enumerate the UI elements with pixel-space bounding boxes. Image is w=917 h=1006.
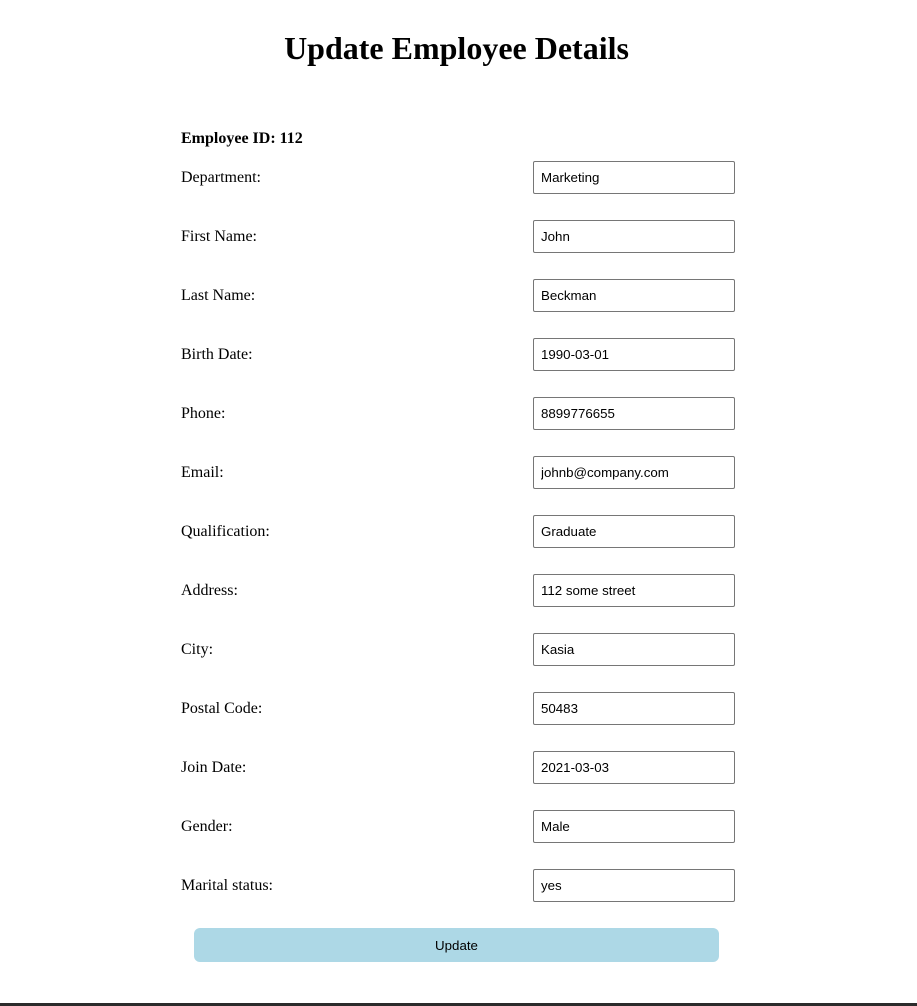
postal-code-input[interactable] [533, 692, 735, 725]
marital-status-label: Marital status: [181, 877, 273, 894]
gender-input[interactable] [533, 810, 735, 843]
email-input[interactable] [533, 456, 735, 489]
join-date-input[interactable] [533, 751, 735, 784]
update-button[interactable]: Update [194, 928, 719, 962]
email-label: Email: [181, 464, 224, 481]
address-input[interactable] [533, 574, 735, 607]
last-name-label: Last Name: [181, 287, 256, 304]
phone-input[interactable] [533, 397, 735, 430]
last-name-row [181, 279, 735, 312]
birth-date-input[interactable] [533, 338, 735, 371]
phone-row [181, 397, 735, 430]
qualification-input[interactable] [533, 515, 735, 548]
address-label: Address: [181, 582, 238, 599]
postal-code-label: Postal Code: [181, 700, 263, 717]
postal-code-row [181, 692, 735, 725]
birth-date-label: Birth Date: [181, 346, 253, 363]
gender-label: Gender: [181, 818, 233, 835]
employee-id-label: Employee ID: 112 [181, 130, 303, 147]
qualification-row [181, 515, 735, 548]
department-row [181, 161, 735, 194]
join-date-row [181, 751, 735, 784]
address-row [181, 574, 735, 607]
qualification-label: Qualification: [181, 523, 270, 540]
first-name-input[interactable] [533, 220, 735, 253]
marital-status-input[interactable] [533, 869, 735, 902]
gender-row [181, 810, 735, 843]
phone-label: Phone: [181, 405, 226, 422]
city-label: City: [181, 641, 214, 658]
city-row [181, 633, 735, 666]
email-row [181, 456, 735, 489]
join-date-label: Join Date: [181, 759, 247, 776]
page-title: Update Employee Details [284, 30, 629, 66]
department-label: Department: [181, 169, 261, 186]
department-input[interactable] [533, 161, 735, 194]
last-name-input[interactable] [533, 279, 735, 312]
city-input[interactable] [533, 633, 735, 666]
first-name-row [181, 220, 735, 253]
birth-date-row [181, 338, 735, 371]
first-name-label: First Name: [181, 228, 257, 245]
marital-status-row [181, 869, 735, 902]
